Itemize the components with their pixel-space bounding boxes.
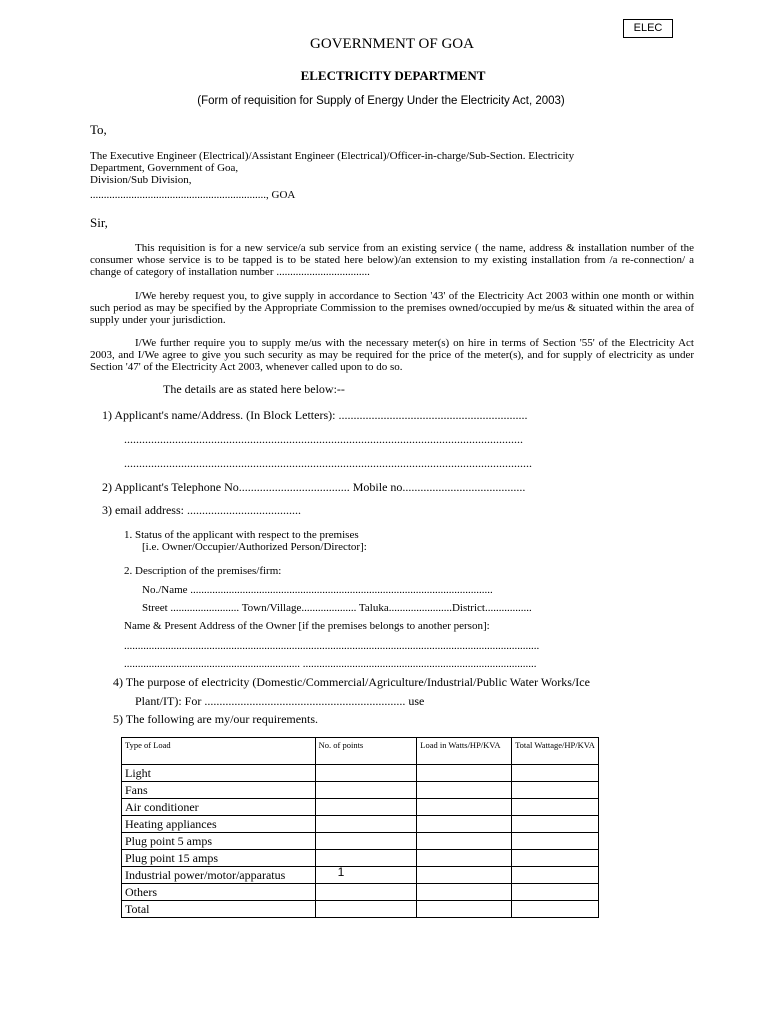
requirements-label: 5) The following are my/our requirements.: [113, 712, 319, 726]
details-intro: The details are as stated here below:--: [163, 382, 345, 396]
form-title: (Form of requisition for Supply of Energy Under the Electricity Act, 2003): [197, 95, 565, 107]
points-cell[interactable]: [315, 884, 417, 901]
total-cell[interactable]: [512, 850, 599, 867]
addressee-line-3: Division/Sub Division,: [90, 174, 192, 186]
header-no-of-points: No. of points: [315, 738, 417, 765]
table-row: [122, 867, 599, 884]
table-header-row: [122, 738, 599, 765]
addressee-line-1: The Executive Engineer (Electrical)/Assistant Engineer (Electrical)/Officer-in-charge/Sub-Section. Electricity: [90, 150, 575, 162]
premises-name-field[interactable]: No./Name ..............................................................................................................: [142, 584, 493, 596]
applicant-address-line-2[interactable]: .....................................................................................................................................: [124, 432, 523, 446]
load-type-cell: Plug point 15 amps: [122, 850, 316, 867]
load-type-cell: Plug point 5 amps: [122, 833, 316, 850]
form-code-box: ELEC: [623, 19, 673, 38]
load-cell[interactable]: [417, 799, 512, 816]
description-label-text: Description of the premises/firm:: [135, 565, 282, 577]
email-field[interactable]: 3) email address: ......................................: [102, 503, 301, 517]
header-total-wattage: Total Wattage/HP/KVA: [512, 738, 599, 765]
applicant-name-field[interactable]: 1) Applicant's name/Address. (In Block Letters): ...............................................................: [102, 408, 528, 422]
description-label: [124, 565, 281, 577]
status-label-text: Status of the applicant with respect to the premises: [135, 529, 359, 541]
salutation: Sir,: [90, 215, 108, 230]
total-cell[interactable]: [512, 799, 599, 816]
description-number: 2.: [124, 565, 133, 577]
owner-address-line-1[interactable]: .......................................................................................................................................................: [124, 640, 540, 652]
addressee-line-4: ................................................................, GOA: [90, 189, 296, 201]
table-row: [122, 901, 599, 918]
to-label: To,: [90, 122, 107, 137]
status-label: [124, 529, 359, 541]
requirements-table: [121, 737, 599, 918]
table-row: [122, 850, 599, 867]
total-cell[interactable]: [512, 833, 599, 850]
load-type-cell: Air conditioner: [122, 799, 316, 816]
load-cell[interactable]: [417, 850, 512, 867]
load-cell[interactable]: [417, 901, 512, 918]
mobile-field[interactable]: .........................................: [402, 480, 526, 494]
status-number: 1.: [124, 529, 133, 541]
applicant-address-line-3[interactable]: ........................................................................................................................................: [124, 456, 532, 470]
total-cell[interactable]: [512, 782, 599, 799]
premises-street-field[interactable]: Street ......................... Town/Village.................... Taluka.......................District.................: [142, 602, 532, 614]
table-row: [122, 884, 599, 901]
load-type-cell: Total: [122, 901, 316, 918]
mobile-label: ..................................... Mobile no: [238, 480, 403, 494]
table-row: [122, 765, 599, 782]
load-type-cell: Fans: [122, 782, 316, 799]
paragraph-requisition: This requisition is for a new service/a sub service from an existing service ( the name, address & installation number of the consumer whose service is to be tapped is to be stated here below)/an extension to my existing installation from /a re-connection/ a change of category of installation number ..................................: [90, 242, 694, 278]
points-cell[interactable]: [315, 782, 417, 799]
total-cell[interactable]: [512, 765, 599, 782]
status-hint[interactable]: [i.e. Owner/Occupier/Authorized Person/Director]:: [142, 541, 367, 553]
table-row: [122, 782, 599, 799]
load-cell[interactable]: [417, 833, 512, 850]
load-cell[interactable]: [417, 782, 512, 799]
header-type-of-load: Type of Load: [122, 738, 316, 765]
table-row: [122, 833, 599, 850]
total-cell[interactable]: [512, 867, 599, 884]
load-type-cell: Others: [122, 884, 316, 901]
department-title: ELECTRICITY DEPARTMENT: [300, 68, 486, 83]
load-cell[interactable]: [417, 816, 512, 833]
purpose-label: 4) The purpose of electricity (Domestic/Commercial/Agriculture/Industrial/Public Water Works/Ice: [113, 675, 590, 689]
header-load: Load in Watts/HP/KVA: [417, 738, 512, 765]
paragraph-request-supply: I/We hereby request you, to give supply in accordance to Section '43' of the Electricity Act 2003 within one month or within such period as may be specified by the Appropriate Commission to the premises owned/occupied by me/us & situated within the area of supply under your jurisdiction.: [90, 290, 694, 326]
points-cell[interactable]: [315, 816, 417, 833]
load-cell[interactable]: [417, 765, 512, 782]
purpose-field[interactable]: Plant/IT): For ................................................................... use: [135, 694, 425, 708]
points-cell[interactable]: [315, 833, 417, 850]
owner-address-line-2[interactable]: ................................................................ .....................................................................................: [124, 658, 537, 670]
paragraph-meter-security: I/We further require you to supply me/us with the necessary meter(s) on hire in terms of Section '55' of the Electricity Act 2003, and I/We agree to give you such security as may be required for the price of the meter(s), and for supply of electricity as under Section '47' of the Electricity Act 2003, whenever called upon to do so.: [90, 337, 694, 373]
load-cell[interactable]: [417, 884, 512, 901]
points-cell[interactable]: [315, 765, 417, 782]
table-row: [122, 799, 599, 816]
points-cell[interactable]: [315, 850, 417, 867]
table-row: [122, 816, 599, 833]
total-cell[interactable]: [512, 816, 599, 833]
owner-label: Name & Present Address of the Owner [if the premises belongs to another person]:: [124, 620, 490, 632]
load-type-cell: Heating appliances: [122, 816, 316, 833]
points-cell[interactable]: 1: [315, 867, 417, 884]
points-cell[interactable]: [315, 799, 417, 816]
load-type-cell: Light: [122, 765, 316, 782]
addressee-line-2: Department, Government of Goa,: [90, 162, 239, 174]
points-cell[interactable]: [315, 901, 417, 918]
telephone-field[interactable]: [102, 480, 525, 495]
government-title: GOVERNMENT OF GOA: [310, 36, 474, 52]
load-type-cell: Industrial power/motor/apparatus: [122, 867, 316, 884]
telephone-label: 2) Applicant's Telephone No: [102, 480, 239, 494]
total-cell[interactable]: [512, 901, 599, 918]
total-cell[interactable]: [512, 884, 599, 901]
load-cell[interactable]: [417, 867, 512, 884]
